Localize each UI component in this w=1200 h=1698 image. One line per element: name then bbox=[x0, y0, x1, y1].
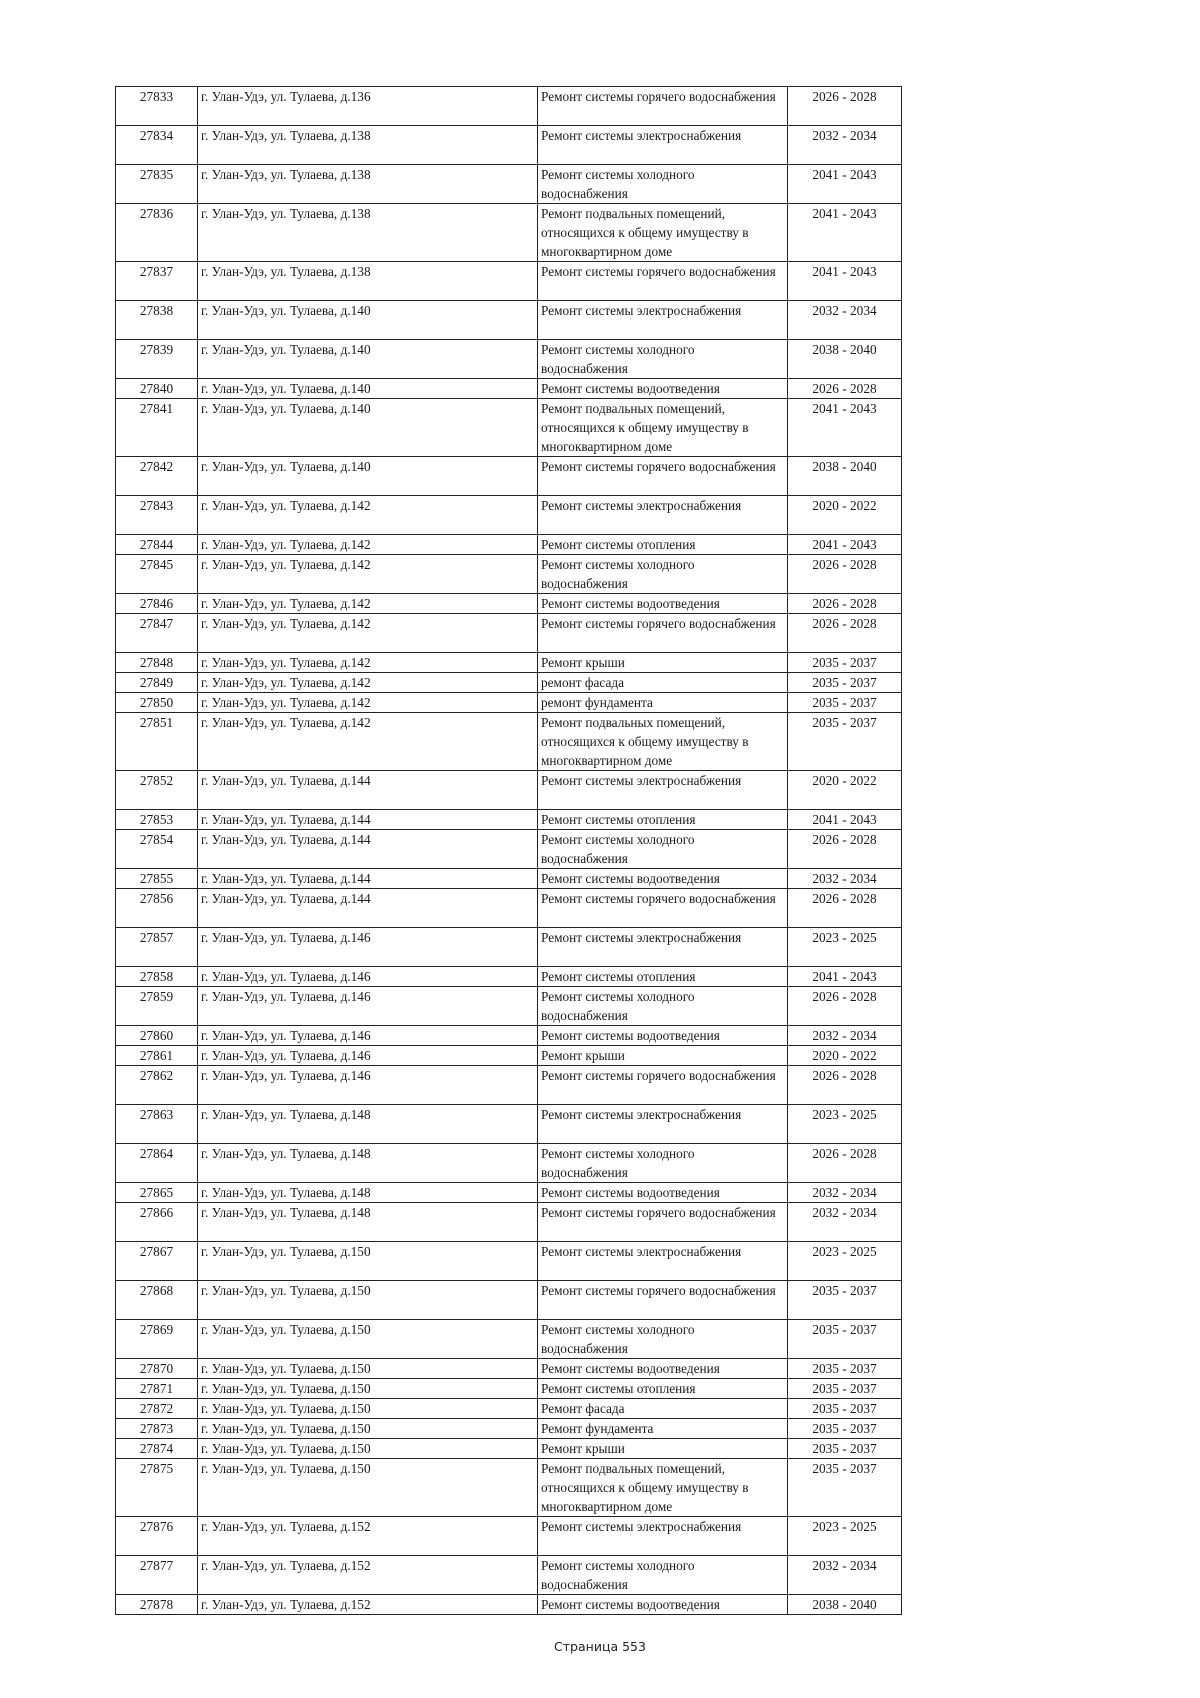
row-number-cell: 27852 bbox=[116, 771, 198, 810]
table-row bbox=[116, 301, 902, 340]
work-type-cell: Ремонт подвальных помещений, относящихся к общему имуществу в многоквартирном доме bbox=[538, 1459, 788, 1517]
table-row bbox=[116, 1183, 902, 1203]
table-row bbox=[116, 869, 902, 889]
work-type-cell: Ремонт системы горячего водоснабжения bbox=[538, 1281, 788, 1320]
address-cell: г. Улан-Удэ, ул. Тулаева, д.140 bbox=[198, 399, 538, 457]
period-cell: 2023 - 2025 bbox=[788, 1517, 902, 1556]
address-cell: г. Улан-Удэ, ул. Тулаева, д.152 bbox=[198, 1556, 538, 1595]
work-type-cell: Ремонт системы водоотведения bbox=[538, 379, 788, 399]
work-type-cell: Ремонт крыши bbox=[538, 653, 788, 673]
work-type-cell: Ремонт системы горячего водоснабжения bbox=[538, 614, 788, 653]
table-row bbox=[116, 653, 902, 673]
address-cell: г. Улан-Удэ, ул. Тулаева, д.150 bbox=[198, 1359, 538, 1379]
row-number-cell: 27860 bbox=[116, 1026, 198, 1046]
work-type-cell: Ремонт системы электроснабжения bbox=[538, 771, 788, 810]
table-row bbox=[116, 126, 902, 165]
period-cell: 2032 - 2034 bbox=[788, 126, 902, 165]
table-row bbox=[116, 262, 902, 301]
work-type-cell: Ремонт системы горячего водоснабжения bbox=[538, 87, 788, 126]
address-cell: г. Улан-Удэ, ул. Тулаева, д.138 bbox=[198, 126, 538, 165]
period-cell: 2041 - 2043 bbox=[788, 262, 902, 301]
address-cell: г. Улан-Удэ, ул. Тулаева, д.142 bbox=[198, 673, 538, 693]
row-number-cell: 27871 bbox=[116, 1379, 198, 1399]
work-type-cell: Ремонт подвальных помещений, относящихся к общему имуществу в многоквартирном доме bbox=[538, 399, 788, 457]
period-cell: 2035 - 2037 bbox=[788, 1359, 902, 1379]
period-cell: 2035 - 2037 bbox=[788, 1320, 902, 1359]
period-cell: 2035 - 2037 bbox=[788, 693, 902, 713]
table-row bbox=[116, 614, 902, 653]
row-number-cell: 27849 bbox=[116, 673, 198, 693]
period-cell: 2041 - 2043 bbox=[788, 399, 902, 457]
period-cell: 2041 - 2043 bbox=[788, 967, 902, 987]
work-type-cell: Ремонт системы отопления bbox=[538, 1379, 788, 1399]
period-cell: 2032 - 2034 bbox=[788, 869, 902, 889]
row-number-cell: 27867 bbox=[116, 1242, 198, 1281]
period-cell: 2026 - 2028 bbox=[788, 614, 902, 653]
work-type-cell: Ремонт системы горячего водоснабжения bbox=[538, 889, 788, 928]
period-cell: 2020 - 2022 bbox=[788, 771, 902, 810]
table-row bbox=[116, 1399, 902, 1419]
table-row bbox=[116, 1242, 902, 1281]
row-number-cell: 27869 bbox=[116, 1320, 198, 1359]
row-number-cell: 27836 bbox=[116, 204, 198, 262]
row-number-cell: 27873 bbox=[116, 1419, 198, 1439]
work-type-cell: Ремонт системы холодного водоснабжения bbox=[538, 165, 788, 204]
period-cell: 2041 - 2043 bbox=[788, 810, 902, 830]
work-type-cell: Ремонт системы холодного водоснабжения bbox=[538, 340, 788, 379]
work-type-cell: Ремонт системы водоотведения bbox=[538, 1183, 788, 1203]
work-type-cell: Ремонт системы холодного водоснабжения bbox=[538, 1556, 788, 1595]
table-row bbox=[116, 535, 902, 555]
work-type-cell: Ремонт системы электроснабжения bbox=[538, 1517, 788, 1556]
table-row bbox=[116, 1281, 902, 1320]
table-row bbox=[116, 457, 902, 496]
period-cell: 2026 - 2028 bbox=[788, 87, 902, 126]
address-cell: г. Улан-Удэ, ул. Тулаева, д.142 bbox=[198, 653, 538, 673]
address-cell: г. Улан-Удэ, ул. Тулаева, д.150 bbox=[198, 1399, 538, 1419]
row-number-cell: 27839 bbox=[116, 340, 198, 379]
address-cell: г. Улан-Удэ, ул. Тулаева, д.136 bbox=[198, 87, 538, 126]
row-number-cell: 27857 bbox=[116, 928, 198, 967]
period-cell: 2041 - 2043 bbox=[788, 165, 902, 204]
period-cell: 2035 - 2037 bbox=[788, 673, 902, 693]
row-number-cell: 27863 bbox=[116, 1105, 198, 1144]
table-row bbox=[116, 830, 902, 869]
work-type-cell: Ремонт системы горячего водоснабжения bbox=[538, 1203, 788, 1242]
address-cell: г. Улан-Удэ, ул. Тулаева, д.146 bbox=[198, 1026, 538, 1046]
row-number-cell: 27835 bbox=[116, 165, 198, 204]
table-row bbox=[116, 713, 902, 771]
work-type-cell: Ремонт подвальных помещений, относящихся к общему имуществу в многоквартирном доме bbox=[538, 713, 788, 771]
work-type-cell: Ремонт системы водоотведения bbox=[538, 1359, 788, 1379]
address-cell: г. Улан-Удэ, ул. Тулаева, д.142 bbox=[198, 614, 538, 653]
row-number-cell: 27844 bbox=[116, 535, 198, 555]
address-cell: г. Улан-Удэ, ул. Тулаева, д.152 bbox=[198, 1595, 538, 1615]
period-cell: 2032 - 2034 bbox=[788, 1203, 902, 1242]
address-cell: г. Улан-Удэ, ул. Тулаева, д.150 bbox=[198, 1320, 538, 1359]
row-number-cell: 27834 bbox=[116, 126, 198, 165]
work-type-cell: Ремонт системы холодного водоснабжения bbox=[538, 1144, 788, 1183]
work-type-cell: Ремонт системы электроснабжения bbox=[538, 928, 788, 967]
period-cell: 2032 - 2034 bbox=[788, 1556, 902, 1595]
address-cell: г. Улан-Удэ, ул. Тулаева, д.142 bbox=[198, 535, 538, 555]
period-cell: 2032 - 2034 bbox=[788, 1026, 902, 1046]
address-cell: г. Улан-Удэ, ул. Тулаева, д.146 bbox=[198, 1066, 538, 1105]
table-row bbox=[116, 87, 902, 126]
table-row bbox=[116, 1066, 902, 1105]
address-cell: г. Улан-Удэ, ул. Тулаева, д.146 bbox=[198, 928, 538, 967]
period-cell: 2035 - 2037 bbox=[788, 653, 902, 673]
row-number-cell: 27854 bbox=[116, 830, 198, 869]
address-cell: г. Улан-Удэ, ул. Тулаева, д.148 bbox=[198, 1105, 538, 1144]
period-cell: 2026 - 2028 bbox=[788, 987, 902, 1026]
address-cell: г. Улан-Удэ, ул. Тулаева, д.148 bbox=[198, 1144, 538, 1183]
work-type-cell: Ремонт системы электроснабжения bbox=[538, 1105, 788, 1144]
address-cell: г. Улан-Удэ, ул. Тулаева, д.142 bbox=[198, 496, 538, 535]
row-number-cell: 27862 bbox=[116, 1066, 198, 1105]
table-row bbox=[116, 1419, 902, 1439]
table-row bbox=[116, 693, 902, 713]
table-row bbox=[116, 967, 902, 987]
table-row bbox=[116, 1595, 902, 1615]
address-cell: г. Улан-Удэ, ул. Тулаева, д.148 bbox=[198, 1203, 538, 1242]
period-cell: 2020 - 2022 bbox=[788, 1046, 902, 1066]
table-row bbox=[116, 555, 902, 594]
work-type-cell: Ремонт системы горячего водоснабжения bbox=[538, 1066, 788, 1105]
table-row bbox=[116, 399, 902, 457]
period-cell: 2032 - 2034 bbox=[788, 301, 902, 340]
table-row bbox=[116, 1459, 902, 1517]
period-cell: 2023 - 2025 bbox=[788, 1105, 902, 1144]
period-cell: 2026 - 2028 bbox=[788, 889, 902, 928]
row-number-cell: 27868 bbox=[116, 1281, 198, 1320]
table-row bbox=[116, 889, 902, 928]
address-cell: г. Улан-Удэ, ул. Тулаева, д.150 bbox=[198, 1281, 538, 1320]
period-cell: 2038 - 2040 bbox=[788, 340, 902, 379]
table-row bbox=[116, 1359, 902, 1379]
table-row bbox=[116, 810, 902, 830]
table-row bbox=[116, 594, 902, 614]
address-cell: г. Улан-Удэ, ул. Тулаева, д.142 bbox=[198, 555, 538, 594]
address-cell: г. Улан-Удэ, ул. Тулаева, д.144 bbox=[198, 810, 538, 830]
address-cell: г. Улан-Удэ, ул. Тулаева, д.146 bbox=[198, 987, 538, 1026]
row-number-cell: 27837 bbox=[116, 262, 198, 301]
period-cell: 2026 - 2028 bbox=[788, 1066, 902, 1105]
row-number-cell: 27874 bbox=[116, 1439, 198, 1459]
work-type-cell: Ремонт системы водоотведения bbox=[538, 869, 788, 889]
row-number-cell: 27876 bbox=[116, 1517, 198, 1556]
table-row bbox=[116, 204, 902, 262]
table-row bbox=[116, 1026, 902, 1046]
work-type-cell: Ремонт крыши bbox=[538, 1046, 788, 1066]
period-cell: 2035 - 2037 bbox=[788, 1399, 902, 1419]
work-type-cell: Ремонт системы водоотведения bbox=[538, 1026, 788, 1046]
period-cell: 2026 - 2028 bbox=[788, 379, 902, 399]
work-type-cell: Ремонт системы водоотведения bbox=[538, 594, 788, 614]
work-type-cell: Ремонт системы горячего водоснабжения bbox=[538, 262, 788, 301]
row-number-cell: 27847 bbox=[116, 614, 198, 653]
work-type-cell: Ремонт системы электроснабжения bbox=[538, 126, 788, 165]
row-number-cell: 27878 bbox=[116, 1595, 198, 1615]
address-cell: г. Улан-Удэ, ул. Тулаева, д.142 bbox=[198, 713, 538, 771]
work-type-cell: Ремонт системы холодного водоснабжения bbox=[538, 1320, 788, 1359]
period-cell: 2026 - 2028 bbox=[788, 594, 902, 614]
work-type-cell: ремонт фасада bbox=[538, 673, 788, 693]
row-number-cell: 27845 bbox=[116, 555, 198, 594]
period-cell: 2035 - 2037 bbox=[788, 1459, 902, 1517]
work-type-cell: Ремонт крыши bbox=[538, 1439, 788, 1459]
period-cell: 2041 - 2043 bbox=[788, 535, 902, 555]
address-cell: г. Улан-Удэ, ул. Тулаева, д.140 bbox=[198, 301, 538, 340]
address-cell: г. Улан-Удэ, ул. Тулаева, д.146 bbox=[198, 967, 538, 987]
table-row bbox=[116, 1379, 902, 1399]
work-type-cell: Ремонт системы водоотведения bbox=[538, 1595, 788, 1615]
table-row bbox=[116, 165, 902, 204]
row-number-cell: 27864 bbox=[116, 1144, 198, 1183]
row-number-cell: 27840 bbox=[116, 379, 198, 399]
repair-schedule-table bbox=[115, 86, 902, 1615]
address-cell: г. Улан-Удэ, ул. Тулаева, д.150 bbox=[198, 1242, 538, 1281]
row-number-cell: 27866 bbox=[116, 1203, 198, 1242]
period-cell: 2023 - 2025 bbox=[788, 928, 902, 967]
row-number-cell: 27859 bbox=[116, 987, 198, 1026]
period-cell: 2038 - 2040 bbox=[788, 457, 902, 496]
table-row bbox=[116, 1439, 902, 1459]
period-cell: 2035 - 2037 bbox=[788, 1439, 902, 1459]
work-type-cell: Ремонт системы отопления bbox=[538, 535, 788, 555]
row-number-cell: 27846 bbox=[116, 594, 198, 614]
table-row bbox=[116, 379, 902, 399]
period-cell: 2026 - 2028 bbox=[788, 555, 902, 594]
row-number-cell: 27843 bbox=[116, 496, 198, 535]
address-cell: г. Улан-Удэ, ул. Тулаева, д.142 bbox=[198, 594, 538, 614]
address-cell: г. Улан-Удэ, ул. Тулаева, д.140 bbox=[198, 340, 538, 379]
period-cell: 2035 - 2037 bbox=[788, 1419, 902, 1439]
work-type-cell: Ремонт системы холодного водоснабжения bbox=[538, 555, 788, 594]
work-type-cell: Ремонт системы холодного водоснабжения bbox=[538, 830, 788, 869]
table-row bbox=[116, 1144, 902, 1183]
address-cell: г. Улан-Удэ, ул. Тулаева, д.150 bbox=[198, 1459, 538, 1517]
row-number-cell: 27855 bbox=[116, 869, 198, 889]
table-row bbox=[116, 340, 902, 379]
table-row bbox=[116, 673, 902, 693]
address-cell: г. Улан-Удэ, ул. Тулаева, д.148 bbox=[198, 1183, 538, 1203]
address-cell: г. Улан-Удэ, ул. Тулаева, д.142 bbox=[198, 693, 538, 713]
address-cell: г. Улан-Удэ, ул. Тулаева, д.152 bbox=[198, 1517, 538, 1556]
work-type-cell: Ремонт фундамента bbox=[538, 1419, 788, 1439]
table-row bbox=[116, 1105, 902, 1144]
address-cell: г. Улан-Удэ, ул. Тулаева, д.150 bbox=[198, 1379, 538, 1399]
work-type-cell: Ремонт системы электроснабжения bbox=[538, 496, 788, 535]
row-number-cell: 27856 bbox=[116, 889, 198, 928]
work-type-cell: Ремонт фасада bbox=[538, 1399, 788, 1419]
table-row bbox=[116, 1556, 902, 1595]
row-number-cell: 27841 bbox=[116, 399, 198, 457]
table-row bbox=[116, 928, 902, 967]
work-type-cell: Ремонт системы электроснабжения bbox=[538, 301, 788, 340]
table-row bbox=[116, 496, 902, 535]
period-cell: 2041 - 2043 bbox=[788, 204, 902, 262]
page-number: Страница 553 bbox=[554, 1639, 646, 1654]
period-cell: 2032 - 2034 bbox=[788, 1183, 902, 1203]
period-cell: 2035 - 2037 bbox=[788, 1281, 902, 1320]
row-number-cell: 27875 bbox=[116, 1459, 198, 1517]
row-number-cell: 27870 bbox=[116, 1359, 198, 1379]
period-cell: 2020 - 2022 bbox=[788, 496, 902, 535]
address-cell: г. Улан-Удэ, ул. Тулаева, д.150 bbox=[198, 1419, 538, 1439]
work-type-cell: Ремонт системы отопления bbox=[538, 967, 788, 987]
row-number-cell: 27838 bbox=[116, 301, 198, 340]
table-row bbox=[116, 771, 902, 810]
row-number-cell: 27842 bbox=[116, 457, 198, 496]
row-number-cell: 27877 bbox=[116, 1556, 198, 1595]
work-type-cell: Ремонт системы отопления bbox=[538, 810, 788, 830]
table-body bbox=[116, 87, 902, 1615]
table-row bbox=[116, 987, 902, 1026]
work-type-cell: Ремонт системы горячего водоснабжения bbox=[538, 457, 788, 496]
table-row bbox=[116, 1046, 902, 1066]
work-type-cell: Ремонт системы холодного водоснабжения bbox=[538, 987, 788, 1026]
period-cell: 2023 - 2025 bbox=[788, 1242, 902, 1281]
table-row bbox=[116, 1517, 902, 1556]
period-cell: 2035 - 2037 bbox=[788, 1379, 902, 1399]
address-cell: г. Улан-Удэ, ул. Тулаева, д.138 bbox=[198, 262, 538, 301]
row-number-cell: 27848 bbox=[116, 653, 198, 673]
address-cell: г. Улан-Удэ, ул. Тулаева, д.144 bbox=[198, 889, 538, 928]
address-cell: г. Улан-Удэ, ул. Тулаева, д.144 bbox=[198, 771, 538, 810]
address-cell: г. Улан-Удэ, ул. Тулаева, д.144 bbox=[198, 869, 538, 889]
row-number-cell: 27853 bbox=[116, 810, 198, 830]
table-row bbox=[116, 1203, 902, 1242]
period-cell: 2038 - 2040 bbox=[788, 1595, 902, 1615]
row-number-cell: 27865 bbox=[116, 1183, 198, 1203]
address-cell: г. Улан-Удэ, ул. Тулаева, д.146 bbox=[198, 1046, 538, 1066]
work-type-cell: Ремонт подвальных помещений, относящихся к общему имуществу в многоквартирном доме bbox=[538, 204, 788, 262]
address-cell: г. Улан-Удэ, ул. Тулаева, д.138 bbox=[198, 165, 538, 204]
address-cell: г. Улан-Удэ, ул. Тулаева, д.144 bbox=[198, 830, 538, 869]
row-number-cell: 27851 bbox=[116, 713, 198, 771]
address-cell: г. Улан-Удэ, ул. Тулаева, д.138 bbox=[198, 204, 538, 262]
period-cell: 2035 - 2037 bbox=[788, 713, 902, 771]
row-number-cell: 27861 bbox=[116, 1046, 198, 1066]
period-cell: 2026 - 2028 bbox=[788, 1144, 902, 1183]
row-number-cell: 27833 bbox=[116, 87, 198, 126]
address-cell: г. Улан-Удэ, ул. Тулаева, д.150 bbox=[198, 1439, 538, 1459]
address-cell: г. Улан-Удэ, ул. Тулаева, д.140 bbox=[198, 379, 538, 399]
table-row bbox=[116, 1320, 902, 1359]
period-cell: 2026 - 2028 bbox=[788, 830, 902, 869]
row-number-cell: 27858 bbox=[116, 967, 198, 987]
address-cell: г. Улан-Удэ, ул. Тулаева, д.140 bbox=[198, 457, 538, 496]
row-number-cell: 27872 bbox=[116, 1399, 198, 1419]
row-number-cell: 27850 bbox=[116, 693, 198, 713]
work-type-cell: ремонт фундамента bbox=[538, 693, 788, 713]
work-type-cell: Ремонт системы электроснабжения bbox=[538, 1242, 788, 1281]
